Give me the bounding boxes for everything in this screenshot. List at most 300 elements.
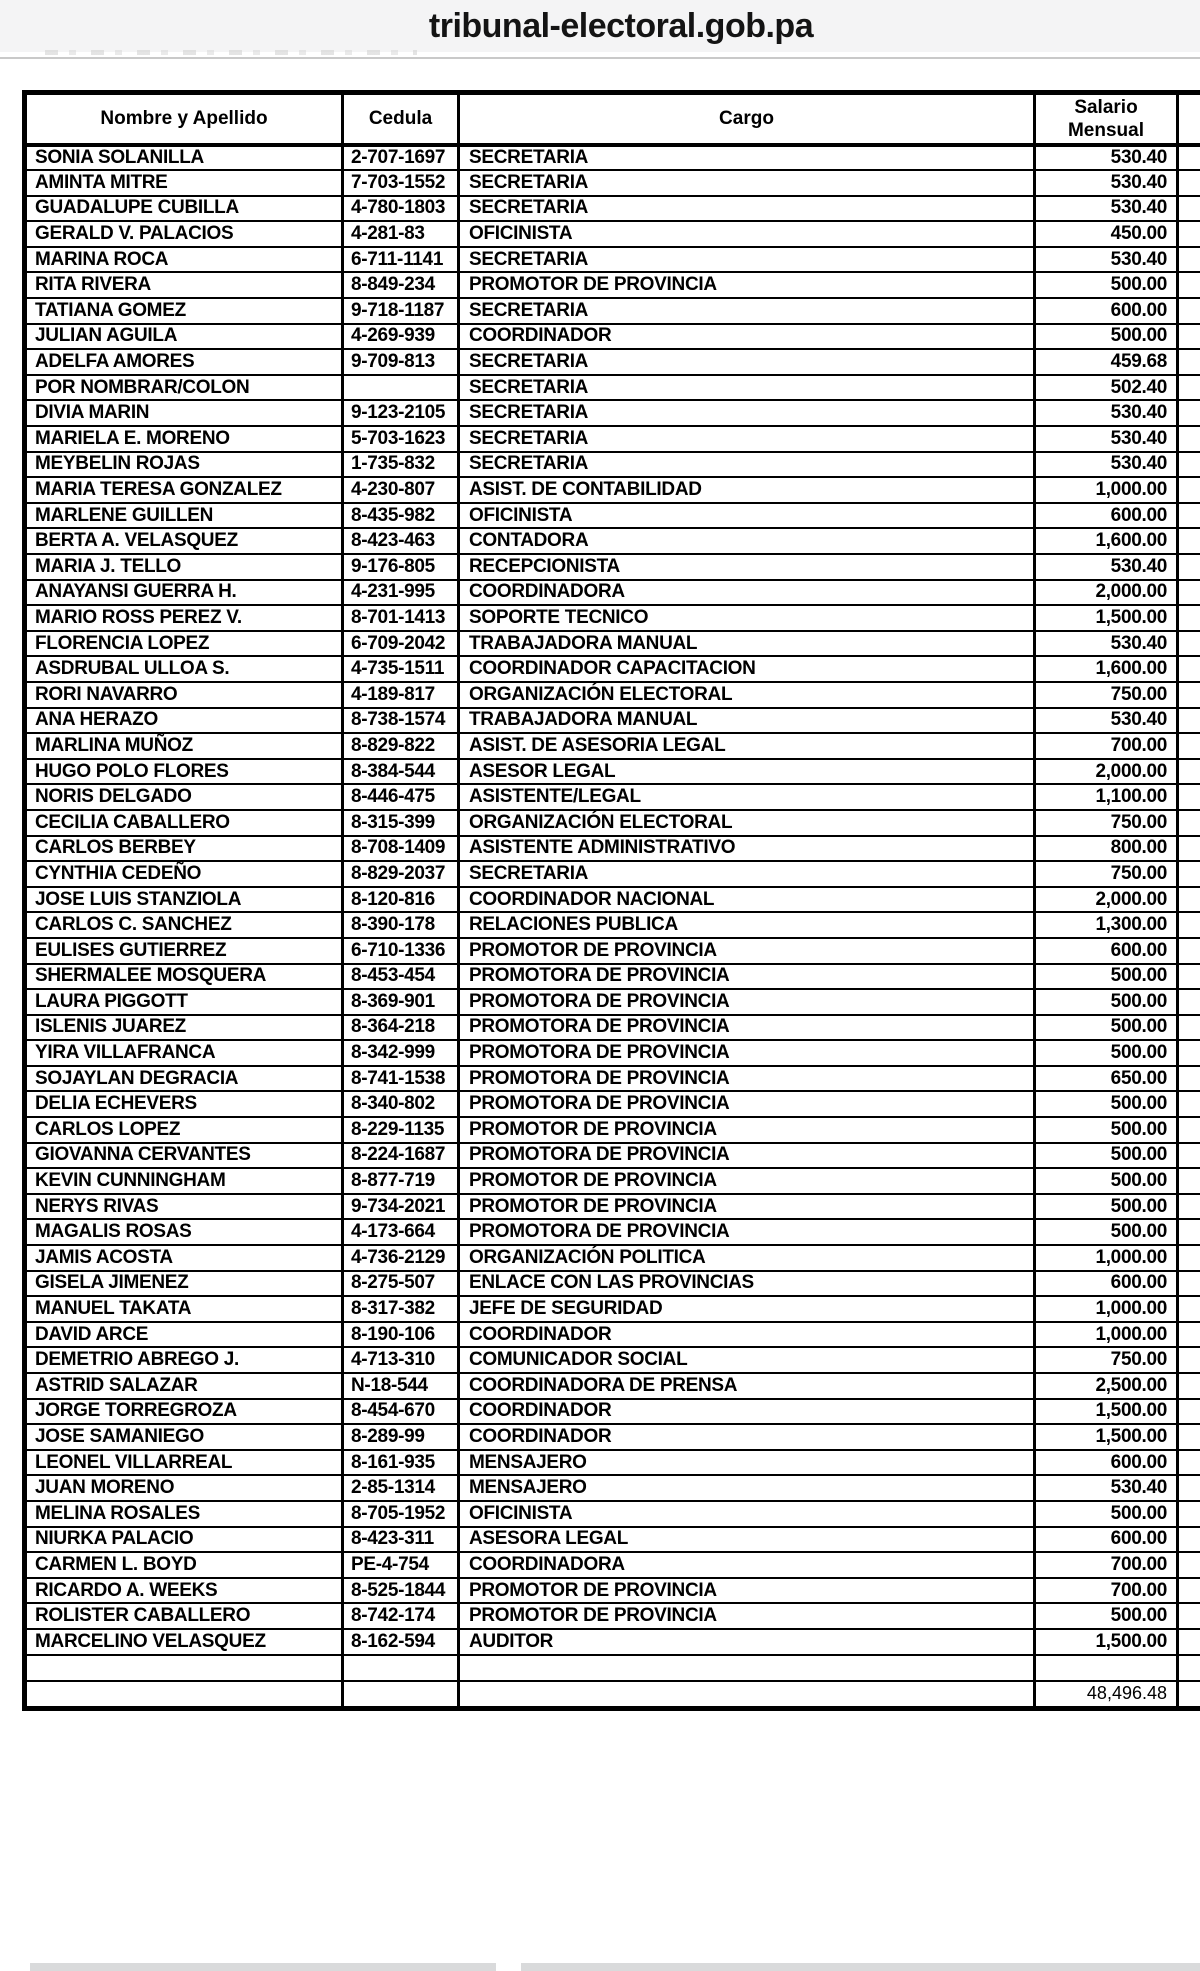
- cell-cutoff: [1178, 324, 1200, 350]
- table-row: [25, 887, 1200, 913]
- table-row: [25, 1603, 1200, 1629]
- table-row: [25, 1373, 1200, 1399]
- cell-cargo: PROMOTORA DE PROVINCIA: [459, 1066, 1035, 1092]
- cell-salario: 2,000.00: [1035, 580, 1178, 606]
- cell-cutoff: [1178, 759, 1200, 785]
- cell-nombre: CARLOS C. SANCHEZ: [25, 912, 343, 938]
- cell-cargo: COORDINADORA: [459, 1552, 1035, 1578]
- cell-salario: 600.00: [1035, 1271, 1178, 1297]
- cell-cedula: 8-423-463: [343, 528, 459, 554]
- cell-nombre: JOSE LUIS STANZIOLA: [25, 887, 343, 913]
- cell-salario: 1,300.00: [1035, 912, 1178, 938]
- table-row: [25, 503, 1200, 529]
- table-row: [25, 810, 1200, 836]
- cell-salario: 500.00: [1035, 989, 1178, 1015]
- cell-cedula: 8-829-822: [343, 733, 459, 759]
- cell-salario: 600.00: [1035, 938, 1178, 964]
- cell-salario: 530.40: [1035, 1475, 1178, 1501]
- cell-cutoff: [1178, 580, 1200, 606]
- cell-salario: 500.00: [1035, 1219, 1178, 1245]
- cell-cutoff: [1178, 1091, 1200, 1117]
- cell-cargo: SOPORTE TECNICO: [459, 605, 1035, 631]
- cell-cutoff: [1178, 554, 1200, 580]
- table-row: [25, 1040, 1200, 1066]
- cell-nombre: MARIA TERESA GONZALEZ: [25, 477, 343, 503]
- cell-cargo: OFICINISTA: [459, 503, 1035, 529]
- cell-cargo: ORGANIZACIÓN ELECTORAL: [459, 810, 1035, 836]
- browser-address-bar[interactable]: [0, 0, 1200, 52]
- table-row: [25, 477, 1200, 503]
- table-row: [25, 836, 1200, 862]
- cell-nombre: ROLISTER CABALLERO: [25, 1603, 343, 1629]
- cell-nombre: JULIAN AGUILA: [25, 324, 343, 350]
- cell-salario: 1,100.00: [1035, 784, 1178, 810]
- cell-cutoff: [1178, 1194, 1200, 1220]
- table-row: [25, 1296, 1200, 1322]
- cell-salario: 700.00: [1035, 1578, 1178, 1604]
- cell-cedula: 9-718-1187: [343, 298, 459, 324]
- cell-cedula: 2-707-1697: [343, 145, 459, 171]
- cell-cedula: 1-735-832: [343, 452, 459, 478]
- cell-cedula: 8-742-174: [343, 1603, 459, 1629]
- cell-nombre: NIURKA PALACIO: [25, 1527, 343, 1553]
- cell-cutoff: [1178, 1399, 1200, 1425]
- table-row: [25, 861, 1200, 887]
- cell-cedula: 6-711-1141: [343, 247, 459, 273]
- cell-nombre: RORI NAVARRO: [25, 682, 343, 708]
- cell-nombre: SONIA SOLANILLA: [25, 145, 343, 171]
- cell-salario: 530.40: [1035, 145, 1178, 171]
- table-row: [25, 1091, 1200, 1117]
- table-row: [25, 1015, 1200, 1041]
- cell-cutoff: [1178, 1040, 1200, 1066]
- table-row: [25, 1501, 1200, 1527]
- cell-cargo: OFICINISTA: [459, 1501, 1035, 1527]
- cell-salario: 1,000.00: [1035, 477, 1178, 503]
- cell-salario: 1,000.00: [1035, 1245, 1178, 1271]
- table-row: [25, 324, 1200, 350]
- cell-cedula: 4-269-939: [343, 324, 459, 350]
- cell-cutoff: [1178, 1655, 1200, 1681]
- table-row: [25, 247, 1200, 273]
- cell-salario: 530.40: [1035, 247, 1178, 273]
- cell-salario: 530.40: [1035, 400, 1178, 426]
- cell-cedula: 4-736-2129: [343, 1245, 459, 1271]
- cell-cedula: 8-525-1844: [343, 1578, 459, 1604]
- cell-nombre: MARINA ROCA: [25, 247, 343, 273]
- cell-salario: 530.40: [1035, 554, 1178, 580]
- table-row: [25, 733, 1200, 759]
- cell-cutoff: [1178, 1347, 1200, 1373]
- cell-cutoff: [1178, 1117, 1200, 1143]
- cell-cedula: 9-709-813: [343, 349, 459, 375]
- cell-nombre: GIOVANNA CERVANTES: [25, 1143, 343, 1169]
- cell-salario: 530.40: [1035, 426, 1178, 452]
- salary-table-header: [25, 93, 1200, 145]
- cell-cargo: SECRETARIA: [459, 247, 1035, 273]
- cell-cutoff: [1178, 400, 1200, 426]
- cell-cutoff: [1178, 1322, 1200, 1348]
- cropped-text-remnant: [45, 50, 417, 55]
- cell-cargo: PROMOTORA DE PROVINCIA: [459, 1219, 1035, 1245]
- salary-table-body: [25, 145, 1200, 1709]
- cell-salario: 459.68: [1035, 349, 1178, 375]
- cell-nombre: YIRA VILLAFRANCA: [25, 1040, 343, 1066]
- cell-cedula: 8-849-234: [343, 272, 459, 298]
- cell-salario: 500.00: [1035, 272, 1178, 298]
- cell-cutoff: [1178, 605, 1200, 631]
- cell-salario: 500.00: [1035, 1091, 1178, 1117]
- cell-nombre: KEVIN CUNNINGHAM: [25, 1168, 343, 1194]
- cell-nombre: GISELA JIMENEZ: [25, 1271, 343, 1297]
- cell-salario: 600.00: [1035, 503, 1178, 529]
- cell-cutoff: [1178, 375, 1200, 401]
- table-row: [25, 1117, 1200, 1143]
- cell-cedula: PE-4-754: [343, 1552, 459, 1578]
- cell-cedula: 8-190-106: [343, 1322, 459, 1348]
- cell-nombre: MARIO ROSS PEREZ V.: [25, 605, 343, 631]
- empty-cell: [25, 1655, 343, 1681]
- cell-nombre: LEONEL VILLARREAL: [25, 1450, 343, 1476]
- cell-salario: 530.40: [1035, 170, 1178, 196]
- cell-cutoff: [1178, 1015, 1200, 1041]
- cell-cargo: SECRETARIA: [459, 145, 1035, 171]
- cell-cargo: SECRETARIA: [459, 426, 1035, 452]
- cell-cutoff: [1178, 503, 1200, 529]
- cell-cedula: 8-364-218: [343, 1015, 459, 1041]
- cell-salario: 500.00: [1035, 1194, 1178, 1220]
- table-row: [25, 1578, 1200, 1604]
- cell-nombre: MARCELINO VELASQUEZ: [25, 1629, 343, 1655]
- cell-nombre: TATIANA GOMEZ: [25, 298, 343, 324]
- cell-cedula: 8-454-670: [343, 1399, 459, 1425]
- cell-cedula: 4-231-995: [343, 580, 459, 606]
- cell-cedula: 8-229-1135: [343, 1117, 459, 1143]
- cell-cutoff: [1178, 426, 1200, 452]
- cell-cutoff: [1178, 1450, 1200, 1476]
- cell-cargo: SECRETARIA: [459, 861, 1035, 887]
- table-row: [25, 1168, 1200, 1194]
- cell-nombre: MELINA ROSALES: [25, 1501, 343, 1527]
- table-row: [25, 1219, 1200, 1245]
- cell-cargo: SECRETARIA: [459, 375, 1035, 401]
- cell-salario: 530.40: [1035, 708, 1178, 734]
- cell-nombre: MARLENE GUILLEN: [25, 503, 343, 529]
- cell-cutoff: [1178, 989, 1200, 1015]
- cell-cutoff: [1178, 1475, 1200, 1501]
- cell-salario: 2,000.00: [1035, 887, 1178, 913]
- cell-cutoff: [1178, 1501, 1200, 1527]
- cell-salario: 750.00: [1035, 861, 1178, 887]
- cell-cargo: TRABAJADORA MANUAL: [459, 708, 1035, 734]
- cell-nombre: CARLOS LOPEZ: [25, 1117, 343, 1143]
- empty-cell: [343, 1681, 459, 1709]
- table-row: [25, 1271, 1200, 1297]
- table-row: [25, 221, 1200, 247]
- column-header-nombre: Nombre y Apellido: [25, 93, 343, 145]
- cell-nombre: CYNTHIA CEDEÑO: [25, 861, 343, 887]
- cell-cutoff: [1178, 1143, 1200, 1169]
- cell-salario: 500.00: [1035, 1168, 1178, 1194]
- cell-cutoff: [1178, 708, 1200, 734]
- cell-cutoff: [1178, 349, 1200, 375]
- cell-salario: 750.00: [1035, 682, 1178, 708]
- cell-nombre: DIVIA MARIN: [25, 400, 343, 426]
- cell-cutoff: [1178, 733, 1200, 759]
- cell-nombre: RICARDO A. WEEKS: [25, 1578, 343, 1604]
- cell-cedula: 8-317-382: [343, 1296, 459, 1322]
- column-header-cedula: Cedula: [343, 93, 459, 145]
- table-row: [25, 912, 1200, 938]
- cell-nombre: MARIELA E. MORENO: [25, 426, 343, 452]
- cell-cedula: 4-713-310: [343, 1347, 459, 1373]
- table-row: [25, 272, 1200, 298]
- cell-cargo: ASESORA LEGAL: [459, 1527, 1035, 1553]
- cell-cargo: PROMOTOR DE PROVINCIA: [459, 1117, 1035, 1143]
- cell-cargo: PROMOTOR DE PROVINCIA: [459, 1168, 1035, 1194]
- cell-cedula: 8-708-1409: [343, 836, 459, 862]
- cell-cutoff: [1178, 1296, 1200, 1322]
- cell-cutoff: [1178, 298, 1200, 324]
- cell-cedula: 9-123-2105: [343, 400, 459, 426]
- cell-cargo: ASISTENTE ADMINISTRATIVO: [459, 836, 1035, 862]
- table-row: [25, 784, 1200, 810]
- cell-cutoff: [1178, 938, 1200, 964]
- cell-salario: 1,000.00: [1035, 1322, 1178, 1348]
- cell-salario: 2,000.00: [1035, 759, 1178, 785]
- cell-nombre: DELIA ECHEVERS: [25, 1091, 343, 1117]
- cell-cutoff: [1178, 1066, 1200, 1092]
- table-row: [25, 1552, 1200, 1578]
- table-row: [25, 1424, 1200, 1450]
- cell-cargo: CONTADORA: [459, 528, 1035, 554]
- cell-salario: 600.00: [1035, 1450, 1178, 1476]
- cell-cedula: 7-703-1552: [343, 170, 459, 196]
- cell-cedula: 8-435-982: [343, 503, 459, 529]
- cell-cargo: ENLACE CON LAS PROVINCIAS: [459, 1271, 1035, 1297]
- cell-nombre: MARLINA MUÑOZ: [25, 733, 343, 759]
- cell-cargo: PROMOTOR DE PROVINCIA: [459, 272, 1035, 298]
- cell-cargo: OFICINISTA: [459, 221, 1035, 247]
- column-header-cargo: Cargo: [459, 93, 1035, 145]
- cell-nombre: MEYBELIN ROJAS: [25, 452, 343, 478]
- address-url-text: tribunal-electoral.gob.pa: [387, 7, 813, 46]
- table-row: [25, 349, 1200, 375]
- cell-cargo: PROMOTOR DE PROVINCIA: [459, 1578, 1035, 1604]
- cell-salario: 500.00: [1035, 1040, 1178, 1066]
- cell-cedula: 8-390-178: [343, 912, 459, 938]
- cell-cutoff: [1178, 784, 1200, 810]
- total-salario: 48,496.48: [1035, 1681, 1178, 1709]
- cell-salario: 500.00: [1035, 964, 1178, 990]
- cell-cargo: JEFE DE SEGURIDAD: [459, 1296, 1035, 1322]
- table-row: [25, 580, 1200, 606]
- cell-nombre: ASDRUBAL ULLOA S.: [25, 656, 343, 682]
- table-row: [25, 656, 1200, 682]
- cell-cedula: 8-453-454: [343, 964, 459, 990]
- table-row: [25, 375, 1200, 401]
- cell-cedula: 8-369-901: [343, 989, 459, 1015]
- cell-cutoff: [1178, 1681, 1200, 1709]
- cell-cutoff: [1178, 1168, 1200, 1194]
- cell-cargo: COORDINADORA: [459, 580, 1035, 606]
- cell-cargo: AUDITOR: [459, 1629, 1035, 1655]
- cell-nombre: GUADALUPE CUBILLA: [25, 196, 343, 222]
- cell-cedula: 8-275-507: [343, 1271, 459, 1297]
- cell-nombre: MARIA J. TELLO: [25, 554, 343, 580]
- cell-cedula: N-18-544: [343, 1373, 459, 1399]
- cell-cargo: PROMOTORA DE PROVINCIA: [459, 964, 1035, 990]
- cell-cutoff: [1178, 1552, 1200, 1578]
- cell-cutoff: [1178, 836, 1200, 862]
- cell-cutoff: [1178, 1373, 1200, 1399]
- cell-cutoff: [1178, 1603, 1200, 1629]
- cell-salario: 500.00: [1035, 1143, 1178, 1169]
- cell-cedula: 6-710-1336: [343, 938, 459, 964]
- table-row: [25, 1399, 1200, 1425]
- empty-cell: [343, 1655, 459, 1681]
- table-row: [25, 145, 1200, 171]
- cell-nombre: SHERMALEE MOSQUERA: [25, 964, 343, 990]
- cell-salario: 500.00: [1035, 1603, 1178, 1629]
- cell-nombre: MANUEL TAKATA: [25, 1296, 343, 1322]
- cell-nombre: JAMIS ACOSTA: [25, 1245, 343, 1271]
- cell-cargo: ORGANIZACIÓN POLITICA: [459, 1245, 1035, 1271]
- cell-salario: 1,500.00: [1035, 1629, 1178, 1655]
- cell-cedula: 4-173-664: [343, 1219, 459, 1245]
- table-row: [25, 964, 1200, 990]
- table-row: [25, 989, 1200, 1015]
- cell-cargo: SECRETARIA: [459, 349, 1035, 375]
- cell-cutoff: [1178, 196, 1200, 222]
- cell-cutoff: [1178, 477, 1200, 503]
- cell-cutoff: [1178, 1629, 1200, 1655]
- cell-cedula: [343, 375, 459, 401]
- cell-nombre: EULISES GUTIERREZ: [25, 938, 343, 964]
- cell-salario: 750.00: [1035, 1347, 1178, 1373]
- cell-nombre: ASTRID SALAZAR: [25, 1373, 343, 1399]
- cell-cargo: SECRETARIA: [459, 170, 1035, 196]
- cell-nombre: LAURA PIGGOTT: [25, 989, 343, 1015]
- cell-salario: 2,500.00: [1035, 1373, 1178, 1399]
- cell-nombre: NORIS DELGADO: [25, 784, 343, 810]
- table-row: [25, 196, 1200, 222]
- cell-cedula: 8-289-99: [343, 1424, 459, 1450]
- cell-cutoff: [1178, 1219, 1200, 1245]
- cell-cutoff: [1178, 452, 1200, 478]
- cell-cedula: 8-423-311: [343, 1527, 459, 1553]
- cell-salario: 1,500.00: [1035, 1424, 1178, 1450]
- cell-cedula: 8-162-594: [343, 1629, 459, 1655]
- cell-cedula: 8-340-802: [343, 1091, 459, 1117]
- table-row: [25, 1245, 1200, 1271]
- table-row: [25, 1450, 1200, 1476]
- cell-nombre: ANAYANSI GUERRA H.: [25, 580, 343, 606]
- cell-cedula: 8-224-1687: [343, 1143, 459, 1169]
- cell-cargo: RECEPCIONISTA: [459, 554, 1035, 580]
- cell-cedula: 4-281-83: [343, 221, 459, 247]
- cell-cargo: ORGANIZACIÓN ELECTORAL: [459, 682, 1035, 708]
- cell-cutoff: [1178, 145, 1200, 171]
- cell-cargo: RELACIONES PUBLICA: [459, 912, 1035, 938]
- cell-cutoff: [1178, 964, 1200, 990]
- table-row: [25, 708, 1200, 734]
- cell-salario: 650.00: [1035, 1066, 1178, 1092]
- cell-salario: 600.00: [1035, 298, 1178, 324]
- cell-nombre: CARLOS BERBEY: [25, 836, 343, 862]
- cell-cutoff: [1178, 631, 1200, 657]
- cell-cedula: 8-315-399: [343, 810, 459, 836]
- cell-cedula: 8-738-1574: [343, 708, 459, 734]
- cell-nombre: DAVID ARCE: [25, 1322, 343, 1348]
- cell-cutoff: [1178, 682, 1200, 708]
- empty-cell: [1035, 1655, 1178, 1681]
- cell-salario: 502.40: [1035, 375, 1178, 401]
- cell-salario: 700.00: [1035, 733, 1178, 759]
- cell-cedula: 6-709-2042: [343, 631, 459, 657]
- cell-nombre: ANA HERAZO: [25, 708, 343, 734]
- table-row: [25, 605, 1200, 631]
- table-row: [25, 452, 1200, 478]
- cell-cargo: COORDINADOR NACIONAL: [459, 887, 1035, 913]
- table-row: [25, 1194, 1200, 1220]
- cell-cargo: ASESOR LEGAL: [459, 759, 1035, 785]
- cell-nombre: CECILIA CABALLERO: [25, 810, 343, 836]
- cell-nombre: ISLENIS JUAREZ: [25, 1015, 343, 1041]
- cell-cargo: MENSAJERO: [459, 1475, 1035, 1501]
- cell-nombre: GERALD V. PALACIOS: [25, 221, 343, 247]
- cell-cedula: 8-446-475: [343, 784, 459, 810]
- table-row: [25, 528, 1200, 554]
- cell-cutoff: [1178, 528, 1200, 554]
- cell-cargo: ASIST. DE CONTABILIDAD: [459, 477, 1035, 503]
- cell-cedula: 2-85-1314: [343, 1475, 459, 1501]
- cell-cargo: COORDINADOR: [459, 1322, 1035, 1348]
- cell-cedula: 8-877-719: [343, 1168, 459, 1194]
- cell-cedula: 8-741-1538: [343, 1066, 459, 1092]
- cell-cargo: COORDINADOR CAPACITACION: [459, 656, 1035, 682]
- cell-cutoff: [1178, 1578, 1200, 1604]
- cell-nombre: RITA RIVERA: [25, 272, 343, 298]
- cell-cargo: COORDINADOR: [459, 324, 1035, 350]
- cell-cutoff: [1178, 170, 1200, 196]
- table-row: [25, 426, 1200, 452]
- table-row: [25, 938, 1200, 964]
- cell-cedula: 8-161-935: [343, 1450, 459, 1476]
- cell-cargo: PROMOTOR DE PROVINCIA: [459, 1194, 1035, 1220]
- cell-salario: 500.00: [1035, 324, 1178, 350]
- empty-row: [25, 1655, 1200, 1681]
- column-header-cutoff: [1178, 93, 1200, 145]
- cell-cargo: SECRETARIA: [459, 298, 1035, 324]
- cell-cutoff: [1178, 247, 1200, 273]
- cell-nombre: POR NOMBRAR/COLON: [25, 375, 343, 401]
- cell-cutoff: [1178, 221, 1200, 247]
- table-row: [25, 1066, 1200, 1092]
- total-row: [25, 1681, 1200, 1709]
- table-row: [25, 759, 1200, 785]
- cell-cedula: 8-705-1952: [343, 1501, 459, 1527]
- cell-nombre: SOJAYLAN DEGRACIA: [25, 1066, 343, 1092]
- header-row: [25, 93, 1200, 145]
- cell-salario: 530.40: [1035, 196, 1178, 222]
- cell-nombre: JORGE TORREGROZA: [25, 1399, 343, 1425]
- cell-cutoff: [1178, 272, 1200, 298]
- table-row: [25, 1527, 1200, 1553]
- table-row: [25, 554, 1200, 580]
- empty-cell: [459, 1655, 1035, 1681]
- cell-nombre: NERYS RIVAS: [25, 1194, 343, 1220]
